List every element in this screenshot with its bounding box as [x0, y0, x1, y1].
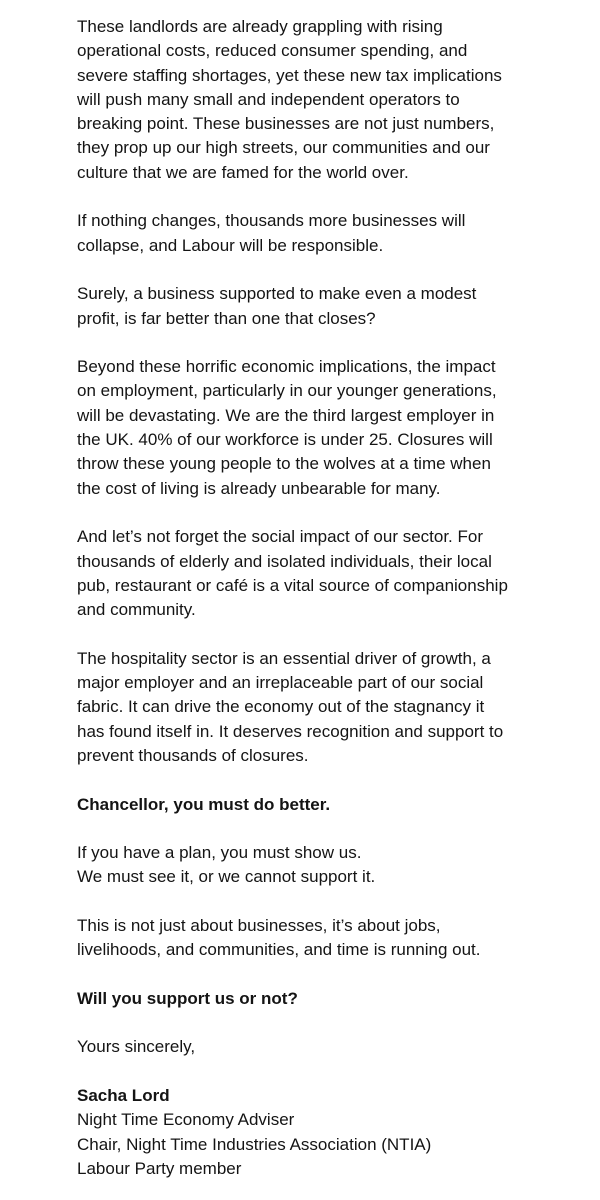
paragraph-social-impact: And let’s not forget the social impact of our sector. For thousands of elderly and isolated individuals, their local pub, restaurant or café is a vital source of companionship and community.: [77, 527, 508, 620]
letter-body: [77, 15, 582, 1181]
paragraph-modest-profit: Surely, a business supported to make even a modest profit, is far better than one that closes?: [77, 284, 477, 328]
paragraph-hospitality-sector: The hospitality sector is an essential driver of growth, a major employer and an irreplaceable part of our social fabric. It can drive the economy out of the stagnancy it has found itself in. It deserves recognition and support to prevent thousands of closures.: [77, 648, 504, 765]
signatory-title-chair: Chair, Night Time Industries Association (NTIA): [77, 1134, 432, 1154]
signatory-name: Sacha Lord: [77, 1086, 170, 1106]
paragraph-show-plan: If you have a plan, you must show us. We must see it, or we cannot support it.: [77, 843, 376, 887]
paragraph-employment-impact: Beyond these horrific economic implications, the impact on employment, particularly in our younger generations, will be devastating. We are the third largest employer in the UK. 40% of our workforce is under 25. Closures will throw these young people to the wolves at a time when the cost of living is already unbearable for many.: [77, 357, 497, 498]
signature-block: [77, 1084, 582, 1181]
paragraph-tax-implications: These landlords are already grappling with rising operational costs, reduced consumer spending, and severe staffing shortages, yet these new tax implications will push many small and independent operators to breaking point. These businesses are not just numbers, they prop up our high streets, our communities and our culture that we are famed for the world over.: [77, 17, 502, 182]
closing-salutation: Yours sincerely,: [77, 1037, 196, 1057]
paragraph-time-running-out: This is not just about businesses, it’s about jobs, livelihoods, and communities, and time is running out.: [77, 915, 481, 960]
paragraph-chancellor-demand: Chancellor, you must do better.: [77, 794, 331, 814]
signatory-title-party: Labour Party member: [77, 1158, 242, 1178]
signatory-title-adviser: Night Time Economy Adviser: [77, 1110, 295, 1130]
paragraph-nothing-changes: If nothing changes, thousands more businesses will collapse, and Labour will be responsible.: [77, 211, 466, 255]
paragraph-support-question: Will you support us or not?: [77, 988, 298, 1008]
